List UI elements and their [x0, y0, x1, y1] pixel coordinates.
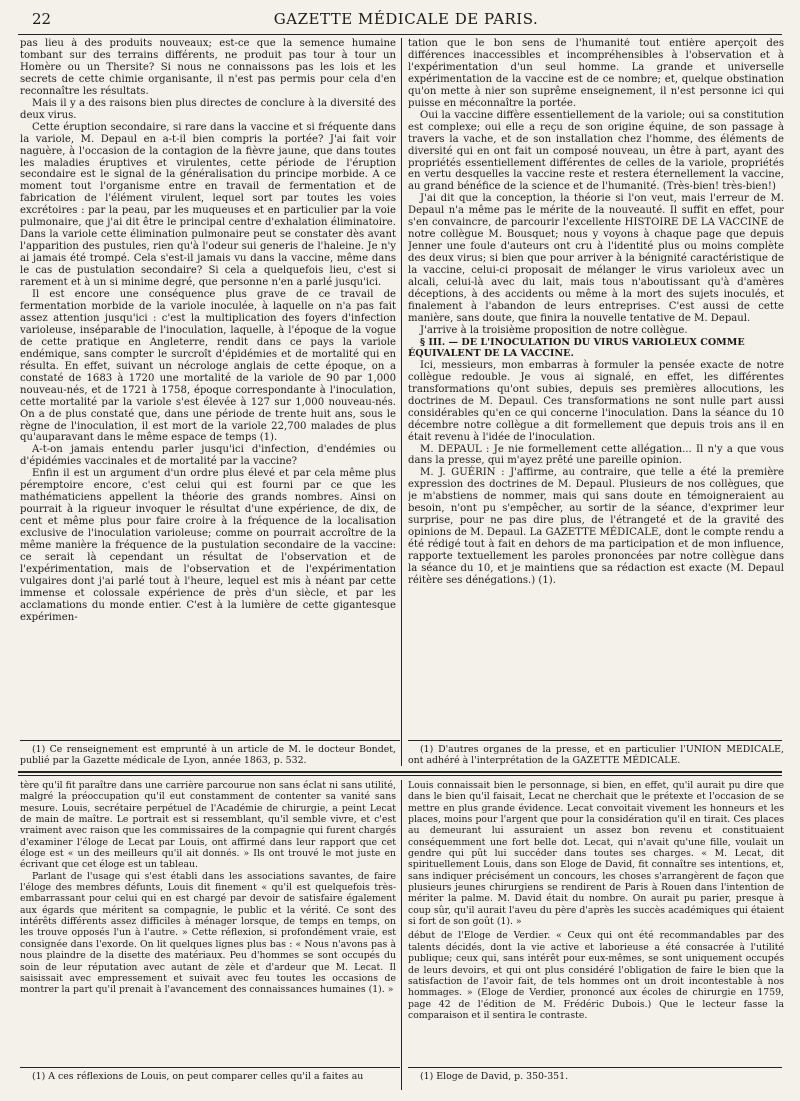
column-divider [401, 38, 402, 766]
paragraph: M. J. GUÉRIN : J'affirme, au contraire, que telle a été la première expression des doctrines de M. Depaul. Plusieurs de nos collègues, que je m'abstiens de nommer, mais qui sans doute en témoigneraient au besoin, n'ont pu s'empêcher, au sortir de la séance, d'exprimer leur surprise, pour ne pas dire plus, de l'étrangeté et de la gravité des opinions de M. Depaul. La GAZETTE MÉDICALE, dont le compte rendu a été rédigé tout à fait en dehors de ma participation et de mon influence, rapporte textuellement les paroles prononcées par notre collègue dans la séance du 10, et je maintiens que sa rédaction est exacte (M. Depaul réitère ses dénégations.) (1). [408, 467, 784, 586]
paragraph: Louis connaissait bien le personnage, si bien, en effet, qu'il aurait pu dire que dans le bien qu'il faisait, Lecat ne cherchait que le prétexte et l'occasion de se mettre en plus grande évidence. Lecat convoitait vivement les honneurs et les places, moins pour l'argent que pour la considération qu'il en tirait. Ces places au demeurant lui assuraient un assez bon revenu et constituaient conséquemment une fort belle dot. Lecat, qui n'avait qu'une fille, voulait un gendre qui pût lui succéder dans toutes ses charges. « M. Lecat, dit spirituellement Louis, dans son Eloge de David, fit connaître ses intentions, et, sans indiquer précisément un concours, les choses s'arrangèrent de façon que plusieurs jeunes chirurgiens se rendirent de Paris à Rouen dans l'intention de mériter la palme. M. David était du nombre. On aurait pu parier, presque à coup sûr, qu'il aurait l'aveu du père d'après les succès académiques qui étaient si fort de son goût (1). » [408, 780, 784, 928]
running-title: GAZETTE MÉDICALE DE PARIS. [273, 10, 539, 28]
footnote-text: (1) Eloge de David, p. 350-351. [420, 1071, 569, 1082]
footnote-bottom-right [408, 1071, 784, 1095]
column-bottom-right [408, 780, 784, 1063]
page-header [32, 6, 780, 32]
paragraph: tère qu'il fit paraître dans une carrière parcourue non sans éclat ni sans utilité, malgré la préoccupation qu'il eut constamment de contenter sa vanité sans mesure. Louis, secrétaire perpétuel de l'Académie de chirurgie, a peint Lecat de main de maître. Le portrait est si ressemblant, qu'il semble vivre, et c'est vraiment avec raison que les commissaires de la compagnie qui furent chargés d'examiner l'éloge de Lecat par Louis, ont affirmé dans leur rapport que cet éloge est « un des meilleurs qu'il ait donnés. » Ils ont trouvé le mot juste en écrivant que cet éloge est un tableau. [20, 780, 396, 871]
paragraph: début de l'Eloge de Verdier. « Ceux qui ont été recommandables par des talents décidés, dont la vie active et laborieuse a été consacrée à l'utilité publique; ceux qui, sans intérêt pour eux-mêmes, se sont uniquement occupés de leurs devoirs, et qui ont plus considéré l'obligation de faire le bien que la satisfaction de l'avoir fait, de tels hommes ont un droit incontestable à nos hommages. » (Eloge de Verdier, prononcé aux écoles de chirurgie en 1759, page 42 de l'édition de M. Frédéric Dubois.) Que le lecteur fasse la comparaison et il sentira le contraste. [408, 930, 784, 1021]
page-number: 22 [32, 10, 52, 28]
paragraph: Ici, messieurs, mon embarras à formuler la pensée exacte de notre collègue redouble. Je vous ai signalé, en effet, les différentes transformations qu'ont subies, depuis ses premières allocutions, les doctrines de M. Depaul. Ces transformations ne sont nulle part aussi considérables qu'en ce qui concerne l'inoculation. Dans la séance du 10 décembre notre collègue a dit formellement que depuis trois ans il en était revenu à l'idée de l'inoculation. [408, 359, 784, 443]
column-top-right [408, 38, 784, 738]
column-divider-bottom [401, 780, 402, 1090]
paragraph: Cette éruption secondaire, si rare dans la vaccine et si fréquente dans la variole, M. Depaul en a-t-il bien compris la portée? J'ai fait voir naguère, à l'occasion de la contagion de la fièvre jaune, que dans toutes les maladies éruptives et virulentes, cette période de l'éruption secondaire est le signal de la généralisation du principe morbide. A ce moment tout l'organisme entre en travail de fermentation et de fabrication de l'élément virulent, lequel sort par toutes les voies excrétoires : par la peau, par les muqueuses et en particulier par la voie pulmonaire, que j'ai dit être le principal centre d'exhalation éliminatoire. Dans la variole cette élimination pulmonaire peut se constater dès avant l'apparition des pustules, rien qu'à l'odeur sui generis de l'haleine. Je n'y ai jamais été trompé. Cela s'est-il jamais vu dans la vaccine, même dans le cas de pustulation secondaire? Si cela a quelquefois lieu, c'est si rarement et à un si minime degré, que personne n'en a parlé jusqu'ici. [20, 121, 396, 289]
feuilleton-rule [18, 771, 782, 773]
paragraph: Enfin il est un argument d'un ordre plus élevé et par cela même plus péremptoire encore, c'est celui qui est fourni par ce que les mathématiciens appellent la théorie des grands nombres. Ainsi on pourrait à la rigueur invoquer le résultat d'une expérience, de dix, de cent et même plus pour faire croire à la fréquence de la localisation exclusive de l'inoculation varioleuse; comme on pourrait accroître de la même manière la fréquence de la pustulation secondaire de la vaccine: ce serait là cependant un résultat de l'observation et de l'expérimentation, mais de l'observation et de l'expérimentation vulgaires dont j'ai parlé tout à l'heure, lequel est mis à néant par cette immense et colossale expérience de près d'un siècle, et par les acclamations du monde entier. C'est à la lumière de cette gigantesque expérimen- [20, 468, 396, 623]
paragraph: Oui la vaccine diffère essentiellement de la variole; oui sa constitution est complexe; oui elle a reçu de son origine équine, de son passage à travers la vache, et de son installation chez l'homme, des éléments de diversité qui en ont fait un composé nouveau, un être à part, ayant des propriétés essentiellement différentes de celles de la variole, propriétés en vertu desquelles la vaccine reste et restera éternellement la vaccine, au grand bénéfice de la science et de l'humanité. (Très-bien! très-bien!) [408, 109, 784, 193]
footnote-text: (1) A ces réflexions de Louis, on peut comparer celles qu'il a faites au [32, 1071, 364, 1082]
paragraph: A-t-on jamais entendu parler jusqu'ici d'infection, d'endémies ou d'épidémies vaccinales et de mortalité par la vaccine? [20, 444, 396, 468]
paragraph: M. DEPAUL : Je nie formellement cette allégation... Il n'y a que vous dans la presse, qui m'ayez prêté une pareille opinion. [408, 443, 784, 467]
footnote-rule [408, 740, 782, 741]
paragraph: Il est encore une conséquence plus grave de ce travail de fermentation morbide de la variole inoculée, à laquelle on n'a pas fait assez attention jusqu'ici : c'est la multiplication des foyers d'infection varioleuse, inséparable de l'inoculation, laquelle, à l'époque de la vogue de cette pratique en Angleterre, rendit dans ce pays la variole endémique, sans compter le surcroît d'épidémies et de mortalité qui en résulta. En effet, suivant un nécrologe anglais de cette époque, on a constaté de 1683 à 1720 une mortalité de la variole de 90 par 1,000 nouveau-nés, et de 1721 à 1758, époque correspondante à l'inoculation, cette mortalité par la variole s'est élevée à 127 sur 1,000 nouveau-nés. On a de plus constaté que, dans une période de trente huit ans, sous le règne de l'inoculation, il est mort de la variole 22,700 malades de plus qu'auparavant dans le même espace de temps (1). [20, 289, 396, 444]
footnote-text: (1) D'autres organes de la presse, et en particulier l'UNION MÉDICALE, ont adhéré à l'interprétation de la GAZETTE MÉDICALE. [408, 744, 784, 767]
section-heading: § III. — DE L'INOCULATION DU VIRUS VARIOLEUX COMME ÉQUIVALENT DE LA VACCINE. [408, 336, 745, 360]
footnote-bottom-left [20, 1071, 396, 1095]
header-rule [18, 34, 782, 35]
feuilleton-rule-thin [18, 775, 782, 776]
column-top-left [20, 38, 396, 738]
paragraph: J'ai dit que la conception, la théorie si l'on veut, mais l'erreur de M. Depaul n'a même pas le mérite de la nouveauté. Il suffit en effet, pour s'en convaincre, de parcourir l'excellente HISTOIRE DE LA VACCINE de notre collègue M. Bousquet; nous y voyons à chaque page que depuis Jenner une foule d'auteurs ont cru à l'identité plus ou moins complète des deux virus; si bien que pour arriver à la bénignité caractéristique de la vaccine, celui-ci proposait de mélanger le virus varioleux avec un alcali, celui-là avec du lait, mais tous n'aboutissant qu'à d'amères déceptions, à des accidents ou même à la mort des sujets inoculés, et finalement à l'abandon de leurs entreprises. C'est aussi de cette manière, sans doute, que finira la nouvelle tentative de M. Depaul. [408, 193, 784, 324]
footnote-rule [408, 1067, 782, 1068]
paragraph: pas lieu à des produits nouveaux; est-ce que la semence humaine tombant sur des terrains différents, ne produit pas tour à tour un Homère ou un Thersite? Si nous ne connaissons pas les lois et les secrets de cette chimie organisante, il n'est pas permis pour cela d'en reconnaître les résultats. [20, 38, 396, 97]
paragraph: Parlant de l'usage qui s'est établi dans les associations savantes, de faire l'éloge des membres défunts, Louis dit finement « qu'il est quelquefois très-embarrassant pour celui qui en est chargé par devoir de satisfaire également aux égards que méritent sa compagnie, le public et la vérité. Ce sont des intérêts différents assez difficiles à ménager lorsque, de temps en temps, on les trouve opposés l'un à l'autre. » Cette réflexion, si profondément vraie, est consignée dans l'exorde. On lit quelques lignes plus bas : « Nous n'avons pas à nous plaindre de la disette des matériaux. Peu d'hommes se sont occupés du soin de leur réputation avec autant de zèle et d'ardeur que M. Lecat. Il saisissait avec empressement et suivait avec feu toutes les occasions de montrer la part qu'il prenait à l'avancement des connaissances humaines (1). » [20, 870, 396, 996]
column-bottom-left [20, 780, 396, 1063]
paragraph: J'arrive à la troisième proposition de notre collègue. [420, 324, 688, 336]
footnote-top-left [20, 744, 396, 770]
paragraph: tation que le bon sens de l'humanité tout entière aperçoit des différences inaccessibles et incompréhensibles à l'observation et à l'expérimentation d'un seul homme. La grande et universelle expérimentation de la vaccine est de ce nombre; et, quelque obstination qu'on mette à nier son suprême enseignement, il n'est personne ici qui puisse en méconnaître la portée. [408, 38, 784, 109]
footnote-text: (1) Ce renseignement est emprunté à un article de M. le docteur Bondet, publié par la Gazette médicale de Lyon, année 1863, p. 532. [20, 744, 396, 767]
footnote-top-right [408, 744, 784, 770]
paragraph: Mais il y a des raisons bien plus directes de conclure à la diversité des deux virus. [20, 97, 396, 121]
footnote-rule [20, 1067, 400, 1068]
footnote-rule [20, 740, 400, 741]
